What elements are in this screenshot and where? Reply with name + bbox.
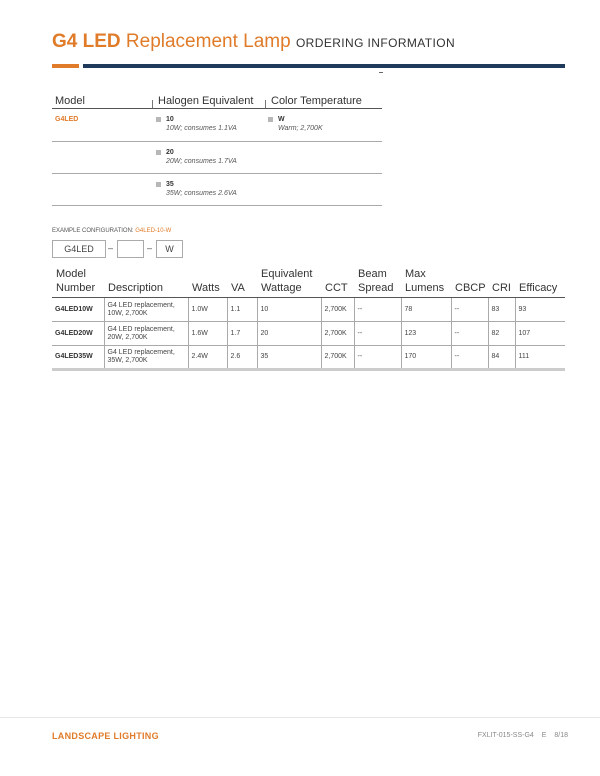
halogen-code: 35 [166,181,174,188]
ordering-row [52,109,382,142]
header-accent-bar [52,64,79,68]
cell-watts: 1.6W [188,322,227,346]
cell-watts: 2.4W [188,346,227,370]
cell-watts: 1.0W [188,298,227,322]
spec-header-equivalent-wattage: Equivalent Wattage [257,267,321,298]
spec-header-cct: CCT [321,267,354,298]
halogen-desc: 35W; consumes 2.6VA [166,190,237,197]
cell-equivalent-wattage: 35 [257,346,321,370]
cell-description: G4 LED replacement, 10W, 2,700K [104,298,188,322]
cell-max-lumens: 78 [401,298,451,322]
page-title [52,30,572,55]
cell-beam-spread: -- [354,346,401,370]
title-brand: G4 LED [52,31,121,52]
cell-description: G4 LED replacement, 35W, 2,700K [104,346,188,370]
cell-cct: 2,700K [321,322,354,346]
spec-header-description: Description [104,267,188,298]
cell-max-lumens: 170 [401,346,451,370]
spec-header-beam-spread: Beam Spread [354,267,401,298]
cell-efficacy: 107 [515,322,565,346]
spec-header-watts: Watts [188,267,227,298]
title-section: ORDERING INFORMATION [295,36,456,50]
config-dash: – [108,243,114,253]
cell-cbcp: -- [451,298,488,322]
table-row [52,322,565,346]
cell-efficacy: 93 [515,298,565,322]
option-bullet-icon [156,182,161,187]
cell-va: 1.1 [227,298,257,322]
spec-header-cbcp: CBCP [451,267,488,298]
halogen-option [152,174,265,205]
spec-header-max-lumens: Max Lumens [401,267,451,298]
cell-cbcp: -- [451,322,488,346]
spec-header-efficacy: Efficacy [515,267,565,298]
halogen-desc: 10W; consumes 1.1VA [166,125,237,132]
config-color-box: W [156,240,183,258]
page-header [52,30,572,55]
color-option [265,109,382,141]
config-halogen-box [117,240,144,258]
color-desc: Warm; 2,700K [278,125,323,132]
cell-model: G4LED20W [52,322,104,346]
ordering-row [52,142,382,174]
cell-equivalent-wattage: 20 [257,322,321,346]
ordering-header-color: Color Temperature [265,95,382,108]
cell-cri: 83 [488,298,515,322]
spec-header-row [52,267,565,298]
ordering-header-model: Model [55,95,85,107]
footer-rule [0,717,600,718]
cell-beam-spread: -- [354,298,401,322]
cell-description: G4 LED replacement, 20W, 2,700K [104,322,188,346]
footer-doc-info [472,732,568,739]
cell-max-lumens: 123 [401,322,451,346]
header-mark [379,72,383,73]
option-bullet-icon [156,117,161,122]
halogen-desc: 20W; consumes 1.7VA [166,158,237,165]
spec-header-va: VA [227,267,257,298]
cell-equivalent-wattage: 10 [257,298,321,322]
halogen-code: 10 [166,116,174,123]
halogen-option [152,142,265,173]
cell-model: G4LED10W [52,298,104,322]
halogen-code: 20 [166,149,174,156]
footer-revision: E [541,732,547,739]
config-dash: – [147,243,153,253]
footer-page-number: 8/18 [554,732,568,739]
table-row [52,298,565,322]
table-row [52,346,565,370]
example-value: G4LED-10-W [135,228,172,234]
footer-brand: LANDSCAPE LIGHTING [52,731,159,741]
color-code: W [278,116,285,123]
ordering-row [52,174,382,206]
cell-beam-spread: -- [354,322,401,346]
title-product: Replacement Lamp [125,31,291,52]
example-configuration-label [52,228,171,234]
cell-cct: 2,700K [321,346,354,370]
footer-doc-code: FXLIT-015-SS-G4 [477,732,534,739]
halogen-option [152,109,265,141]
cell-va: 2.6 [227,346,257,370]
option-bullet-icon [156,150,161,155]
ordering-model: G4LED [55,116,79,123]
ordering-header-halogen: Halogen Equivalent [152,95,265,108]
cell-cbcp: -- [451,346,488,370]
config-model-box: G4LED [52,240,106,258]
header-rule-bar [83,64,565,68]
ordering-table [52,95,382,206]
cell-cri: 82 [488,322,515,346]
cell-cri: 84 [488,346,515,370]
option-bullet-icon [268,117,273,122]
spec-header-cri: CRI [488,267,515,298]
example-label-text: EXAMPLE CONFIGURATION: [52,228,134,234]
cell-efficacy: 111 [515,346,565,370]
spec-header-model-number: Model Number [52,267,104,298]
cell-model: G4LED35W [52,346,104,370]
cell-va: 1.7 [227,322,257,346]
spec-table [52,267,565,371]
cell-cct: 2,700K [321,298,354,322]
ordering-header [52,95,382,109]
